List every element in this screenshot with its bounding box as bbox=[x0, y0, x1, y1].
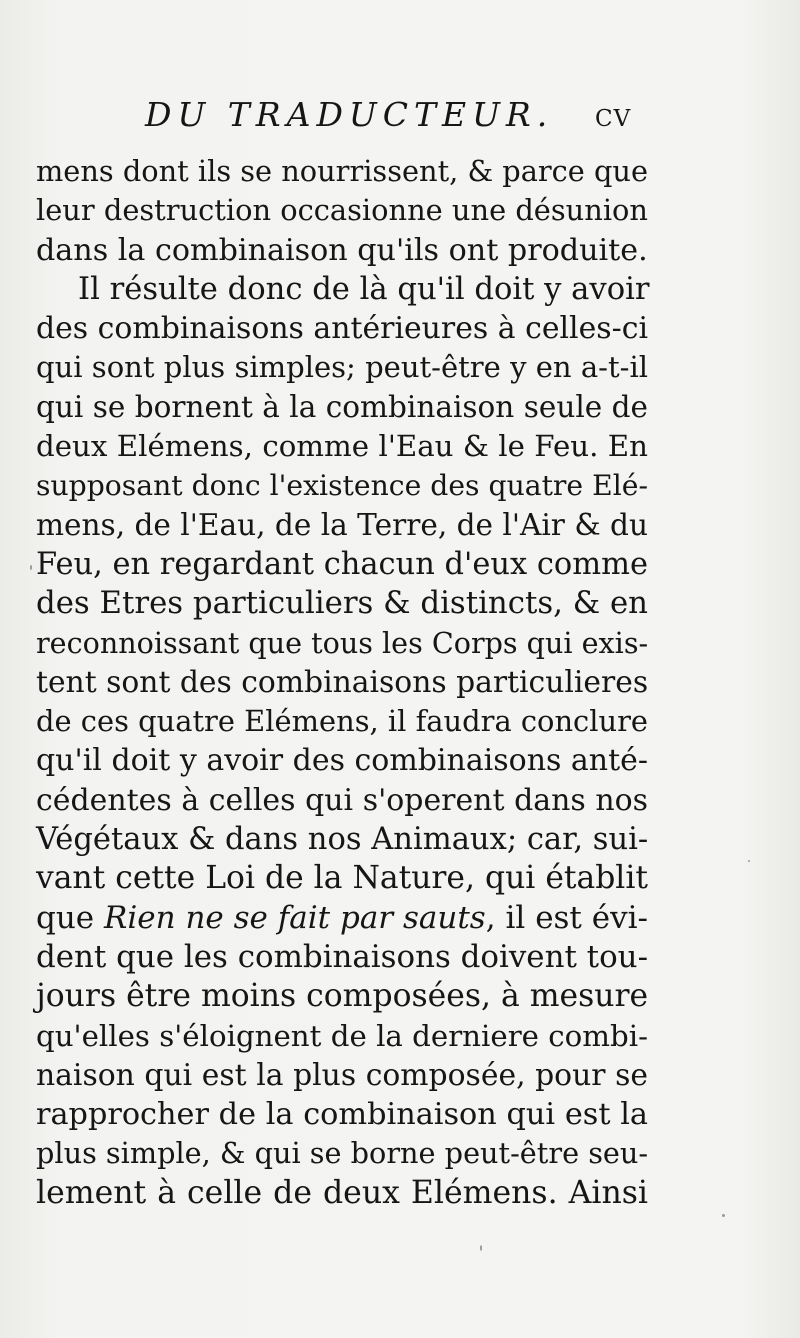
paragraph-first-line: Il résulte donc de là qu'il doit y avoir bbox=[78, 271, 650, 307]
text-line: Végétaux & dans nos Animaux; car, sui- bbox=[36, 822, 649, 858]
paper-speck bbox=[748, 860, 750, 862]
body-text bbox=[36, 152, 648, 1213]
text-line: rapprocher de la combinaison qui est la bbox=[36, 1097, 648, 1133]
text-line: deux Elémens, comme l'Eau & le Feu. En bbox=[36, 429, 648, 464]
paper-speck bbox=[722, 1214, 725, 1217]
paper-speck bbox=[30, 565, 32, 570]
text-line: qu'elles s'éloignent de la derniere combi- bbox=[36, 1018, 648, 1053]
text-line: mens dont ils se nourrissent, & parce que bbox=[36, 154, 648, 188]
text-line: qui se bornent à la combinaison seule de bbox=[36, 389, 648, 424]
text-line: naison qui est la plus composée, pour se bbox=[36, 1057, 648, 1093]
text-line: supposant donc l'existence des quatre Elé- bbox=[36, 469, 648, 503]
text-line: jours être moins composées, à mesure bbox=[36, 978, 649, 1015]
text-line: qu'il doit y avoir des combinaisons anté- bbox=[36, 743, 648, 779]
text-line: cédentes à celles qui s'operent dans nos bbox=[36, 782, 648, 818]
page-header bbox=[145, 95, 655, 145]
text-line: lement à celle de deux Elémens. Ainsi bbox=[36, 1174, 648, 1211]
running-title: DU TRADUCTEUR. bbox=[145, 95, 554, 134]
text-line: des Etres particuliers & distincts, & en bbox=[36, 585, 648, 622]
paper-speck bbox=[480, 1245, 482, 1251]
text-fragment: , il est évi- bbox=[485, 899, 649, 936]
text-line: dans la combinaison qu'ils ont produite. bbox=[36, 232, 648, 268]
text-line: plus simple, & qui se borne peut-être seu- bbox=[36, 1136, 649, 1171]
text-fragment: que bbox=[36, 899, 105, 936]
italic-quote: Rien ne se fait par sauts bbox=[104, 899, 486, 936]
text-line: qui sont plus simples; peut-être y en a-t-il bbox=[36, 350, 648, 385]
text-line: Feu, en regardant chacun d'eux comme bbox=[36, 546, 648, 582]
text-line: leur destruction occasionne une désunion bbox=[36, 193, 648, 228]
text-line: tent sont des combinaisons particulieres bbox=[36, 664, 649, 700]
text-line: de ces quatre Elémens, il faudra conclure bbox=[36, 704, 648, 739]
text-line: des combinaisons antérieures à celles-ci bbox=[36, 311, 648, 347]
text-line: dent que les combinaisons doivent tou- bbox=[36, 938, 648, 975]
text-line-with-italic bbox=[36, 899, 648, 938]
text-line: reconnoissant que tous les Corps qui exis- bbox=[36, 625, 649, 660]
text-line: vant cette Loi de la Nature, qui établit bbox=[36, 860, 648, 897]
page-number: cv bbox=[595, 95, 632, 134]
text-line: mens, de l'Eau, de la Terre, de l'Air & du bbox=[36, 507, 648, 542]
